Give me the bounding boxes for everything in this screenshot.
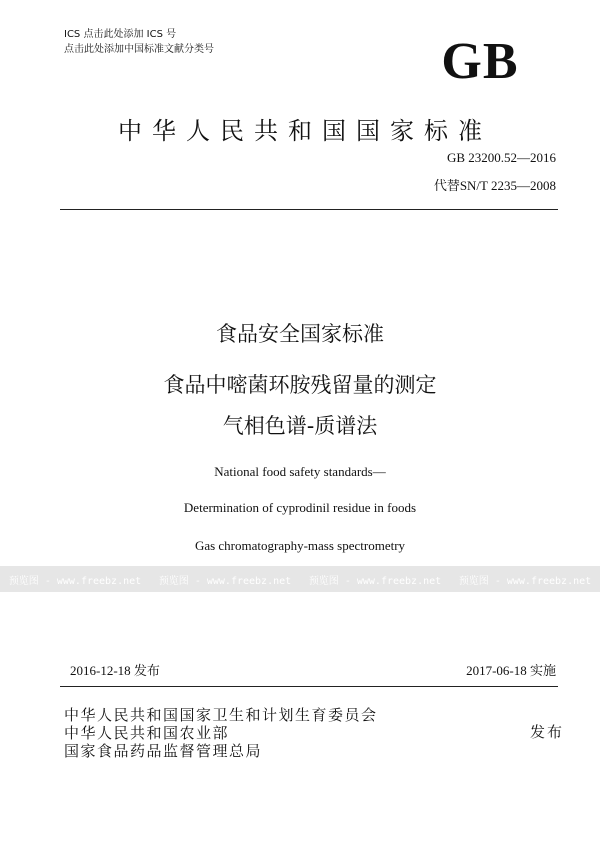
title-en-line-1: National food safety standards— — [214, 464, 386, 479]
watermark-text: 预览图 - www.freebz.net — [458, 575, 592, 587]
replaced-standard: 代替SN/T 2235—2008 — [433, 178, 556, 193]
issue-date: 2016-12-18 发布 — [70, 663, 160, 678]
title-en-line-2: Determination of cyprodinil residue in foods — [183, 500, 417, 515]
ccs-number-line: 点击此处添加中国标准文献分类号 — [64, 44, 214, 55]
title-zh-line-1: 食品安全国家标准 — [216, 322, 384, 346]
title-en-line-3: Gas chromatography-mass spectrometry — [194, 538, 406, 553]
ics-number-line: ICS 点击此处添加 ICS 号 — [64, 29, 177, 40]
gb-logo: GB — [441, 33, 519, 90]
header-divider — [60, 209, 558, 210]
title-zh-line-3: 气相色谱-质谱法 — [222, 414, 378, 438]
publish-label: 发布 — [529, 723, 564, 741]
watermark-text: 预览图 - www.freebz.net — [308, 575, 442, 587]
issuer-org-3: 国家食品药品监督管理总局 — [64, 742, 263, 760]
watermark-text: 预览图 - www.freebz.net — [8, 575, 142, 587]
issuer-org-2: 中华人民共和国农业部 — [64, 724, 230, 742]
national-standard-heading: 中华人民共和国国家标准 — [118, 117, 492, 145]
standard-number: GB 23200.52—2016 — [446, 150, 556, 165]
title-zh-line-2: 食品中嘧菌环胺残留量的测定 — [163, 373, 437, 397]
watermark-text: 预览图 - www.freebz.net — [158, 575, 292, 587]
issuer-org-1: 中华人民共和国国家卫生和计划生育委员会 — [64, 706, 378, 724]
watermark-band — [0, 566, 600, 592]
footer-divider — [60, 686, 558, 687]
implementation-date: 2017-06-18 实施 — [466, 663, 556, 678]
